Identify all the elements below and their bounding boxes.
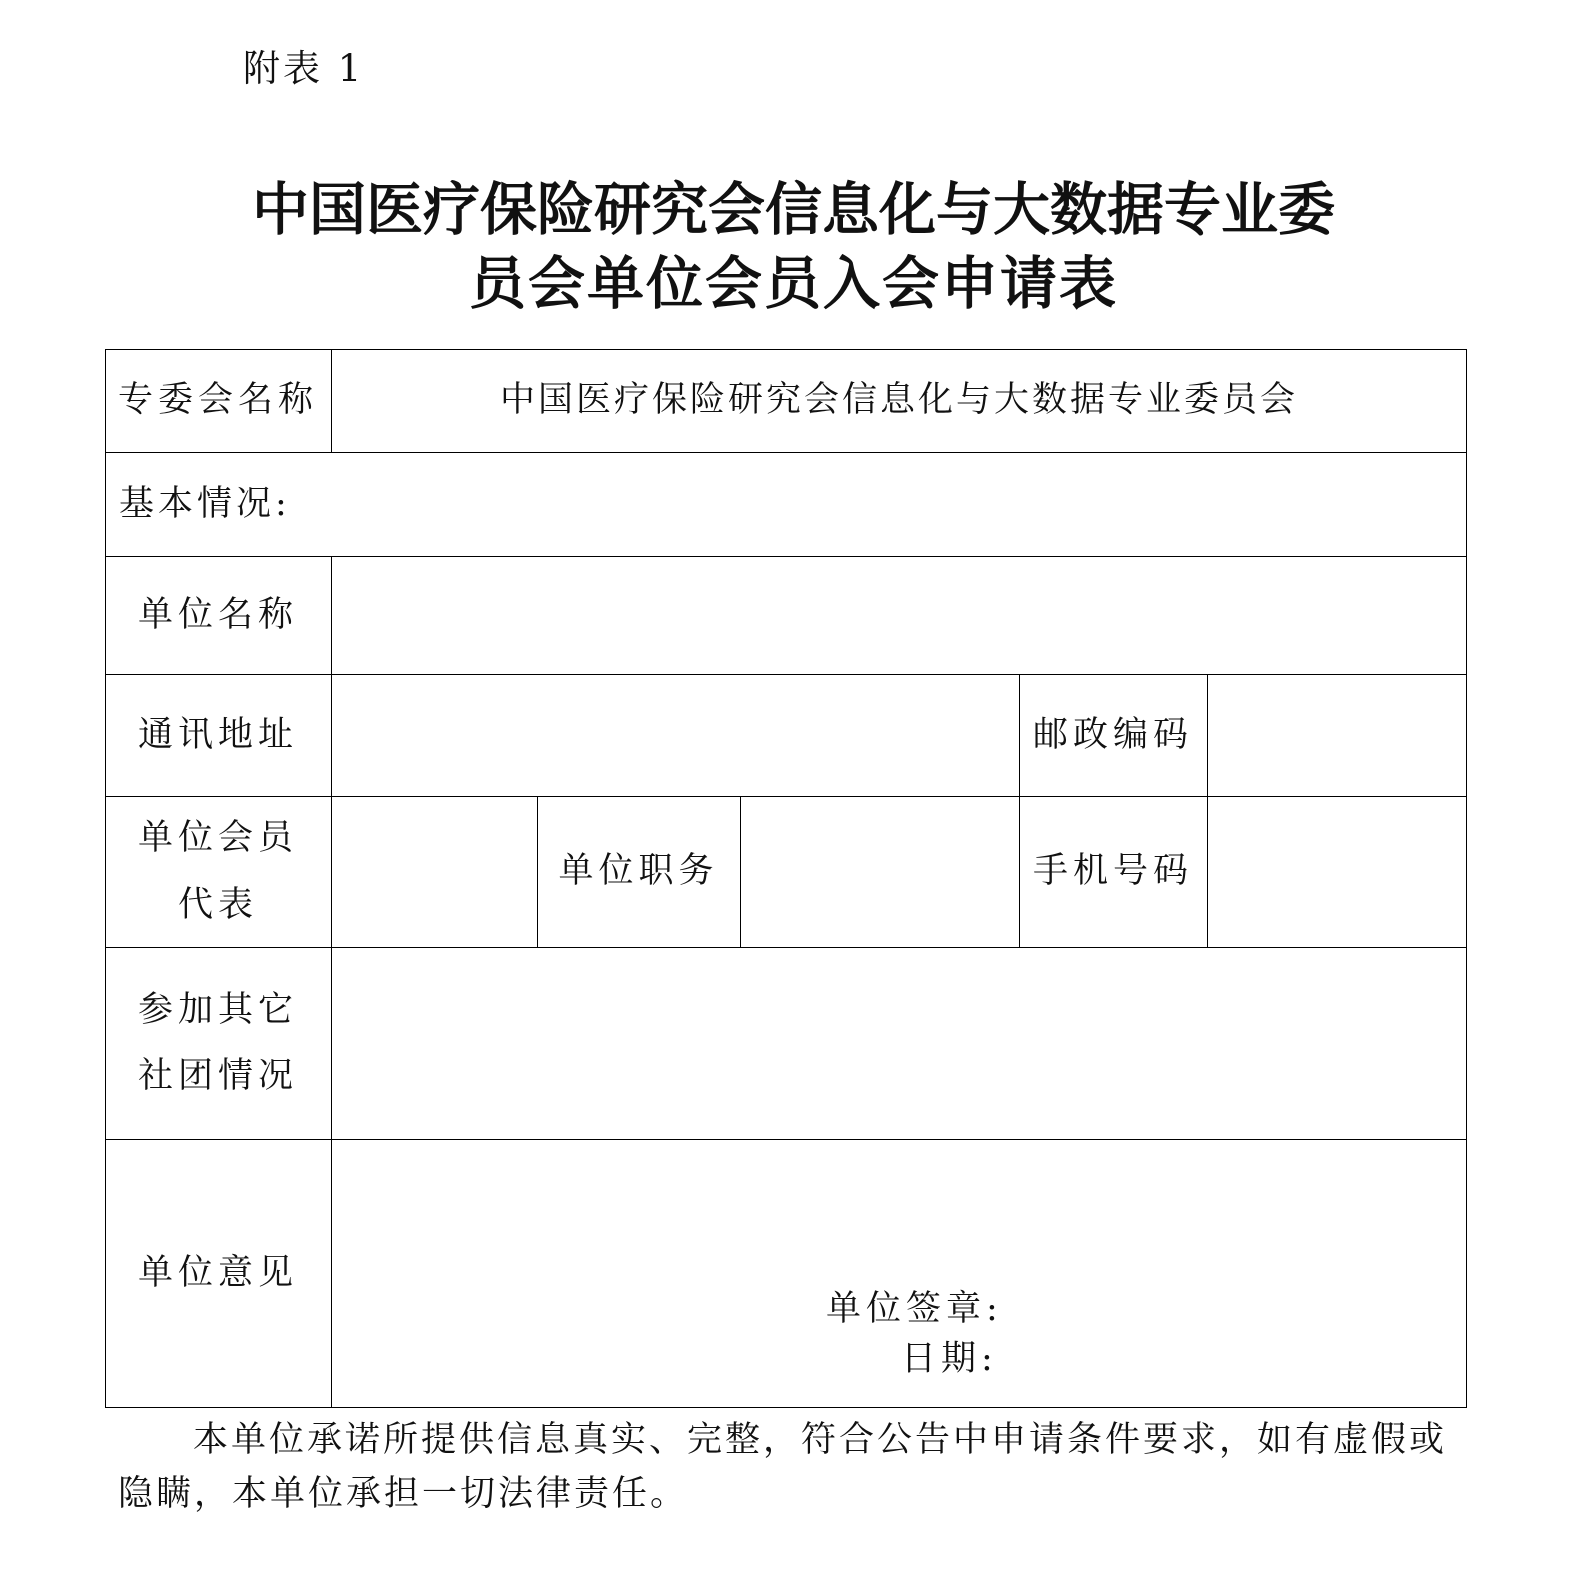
representative-label-line1: 单位会员	[137, 818, 298, 858]
opinion-field[interactable]	[331, 1139, 1467, 1408]
org-name-field[interactable]	[331, 556, 1467, 674]
address-label: 通讯地址	[137, 714, 298, 755]
commitment-note: 本单位承诺所提供信息真实、完整，符合公告中申请条件要求，如有虚假或隐瞒，本单位承担一切法律责任。	[118, 1420, 1448, 1515]
committee-value: 中国医疗保险研究会信息化与大数据专业委员会	[499, 380, 1298, 421]
postcode-field[interactable]	[1207, 674, 1467, 796]
opinion-label: 单位意见	[137, 1253, 298, 1294]
representative-label-line2: 代表	[177, 884, 258, 925]
committee-label: 专委会名称	[117, 380, 318, 421]
other-orgs-label-line1: 参加其它	[137, 989, 298, 1030]
phone-label: 手机号码	[1032, 851, 1193, 892]
other-orgs-label	[105, 947, 331, 1139]
seal-label: 单位签章:	[826, 1289, 1003, 1329]
phone-field[interactable]	[1207, 796, 1467, 947]
date-label: 日期:	[901, 1339, 998, 1379]
org-name-label: 单位名称	[137, 594, 298, 635]
postcode-label: 邮政编码	[1032, 714, 1193, 755]
basic-info-label: 基本情况:	[119, 483, 291, 524]
form-title-line1: 中国医疗保险研究会信息化与大数据专业委	[252, 177, 1335, 243]
form-title-line2: 员会单位会员入会申请表	[469, 251, 1118, 317]
representative-field[interactable]	[331, 796, 537, 947]
position-label: 单位职务	[558, 851, 719, 892]
other-orgs-field[interactable]	[331, 947, 1467, 1139]
representative-label	[105, 796, 331, 947]
position-field[interactable]	[740, 796, 1019, 947]
appendix-label: 附表 1	[243, 47, 365, 90]
other-orgs-label-line2: 社团情况	[137, 1056, 298, 1096]
address-field[interactable]	[331, 674, 1019, 796]
